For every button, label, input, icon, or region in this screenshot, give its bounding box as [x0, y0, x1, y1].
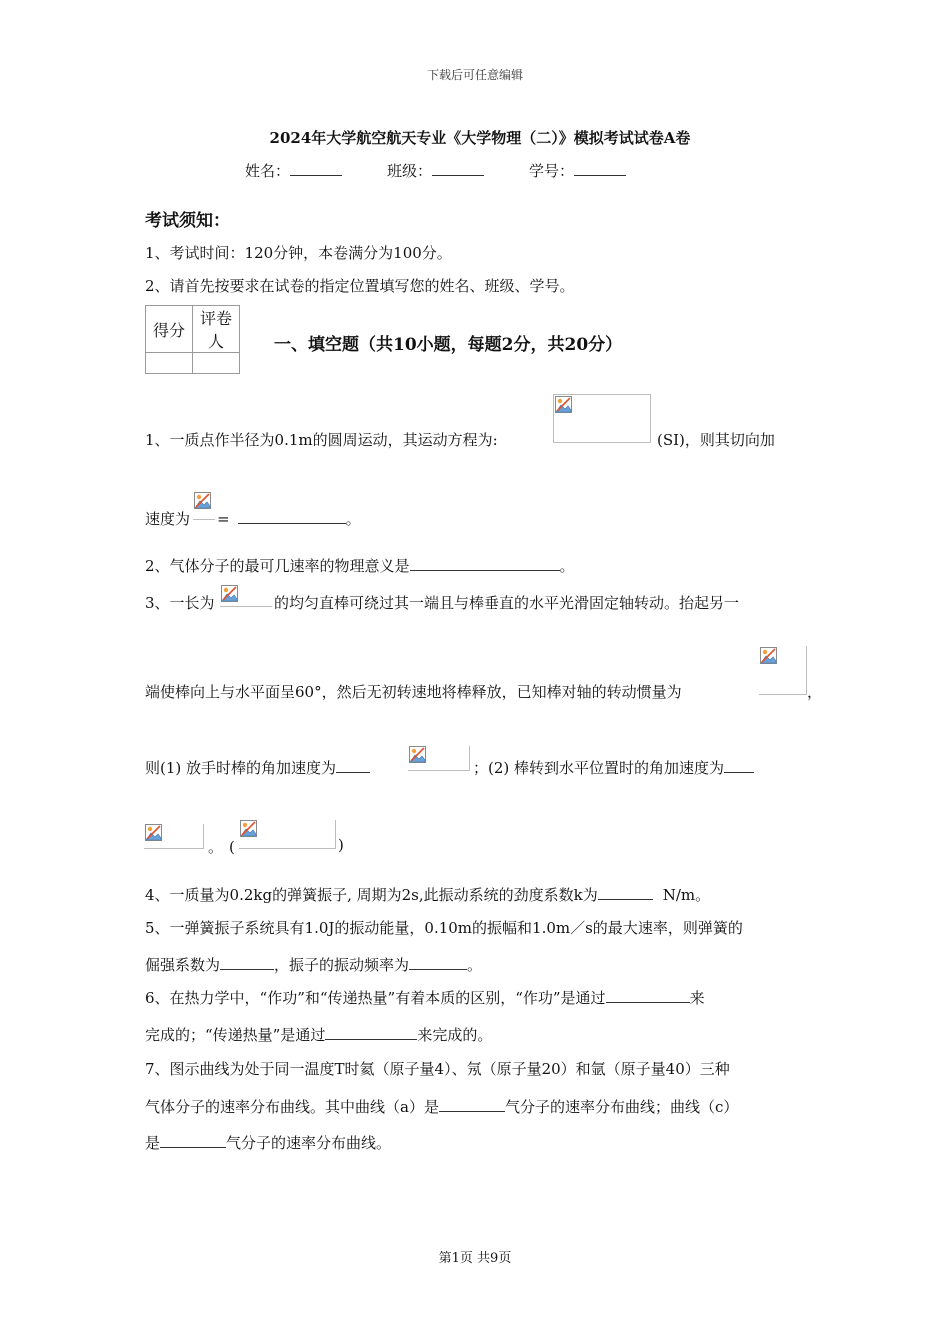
q3-part1: 则(1) 放手时棒的角加速度为: [145, 759, 337, 777]
q7-line1: 7、图示曲线为处于同一温度T时氦（原子量4）、氖（原子量20）和氩（原子量40）三种: [145, 1060, 730, 1078]
q5-line2: [145, 954, 482, 975]
broken-image-icon: [409, 746, 426, 763]
grader-header: 评卷人: [193, 306, 240, 353]
q7-curve-c-label: 气分子的速率分布曲线；曲线（c）: [504, 1098, 739, 1116]
q2-end: 。: [559, 557, 575, 575]
broken-image-icon: [555, 396, 572, 413]
q3-part2-blank[interactable]: [724, 760, 754, 773]
q1-text: 1、一质点作半径为0.1m的圆周运动，其运动方程为:: [145, 431, 498, 449]
q6-text-2: 完成的；“传递热量”是通过: [145, 1026, 326, 1044]
q7-curve-a-label: 气体分子的速率分布曲线。其中曲线（a）是: [145, 1098, 439, 1116]
broken-image-icon: [145, 824, 162, 841]
notice-item-1: 1、考试时间：120分钟，本卷满分为100分。: [145, 244, 452, 262]
q1-answer: [217, 508, 361, 529]
score-cell[interactable]: [146, 353, 193, 374]
q7-blank-2[interactable]: [160, 1135, 226, 1148]
q3-line4: [208, 836, 235, 857]
q6-line2: [145, 1024, 492, 1045]
q3-line2-end: ，: [807, 683, 823, 701]
q5-stiffness-label: 倔强系数为: [145, 956, 221, 974]
q1-blank[interactable]: [238, 511, 346, 524]
q3-line1-start: 3、一长为: [145, 594, 215, 612]
q6-blank-1[interactable]: [606, 990, 690, 1003]
notice-heading: 考试须知：: [145, 211, 230, 231]
q7-line3: [145, 1132, 391, 1153]
name-label: 姓名：: [245, 162, 291, 180]
q5-line1: 5、一弹簧振子系统具有1.0J的振动能量，0.10m的振幅和1.0m／s的最大速率，则弹簧的: [145, 919, 743, 937]
q3-line4-close: ): [338, 836, 344, 854]
q4-blank[interactable]: [598, 887, 653, 900]
notice-item-2: 2、请首先按要求在试卷的指定位置填写您的姓名、班级、学号。: [145, 277, 575, 295]
q5-frequency-label: ，振子的振动频率为: [274, 956, 410, 974]
q6-text: 6、在热力学中，“作功”和“传递热量”有着本质的区别，“作功”是通过: [145, 989, 606, 1007]
q6-text-2-end: 来完成的。: [417, 1026, 493, 1044]
q2-line: [145, 555, 575, 576]
q1-line2: [145, 508, 190, 529]
section-heading: 一、填空题（共10小题，每题2分，共20分）: [274, 335, 623, 355]
q3-line4-open: (: [229, 838, 235, 856]
q5-end: 。: [467, 956, 483, 974]
q3-part1-blank[interactable]: [336, 760, 370, 773]
q3-line3-cont: [473, 757, 754, 778]
q3-line2: 端使棒向上与水平面呈60°，然后无初转速地将棒释放，已知棒对轴的转动惯量为: [145, 683, 682, 701]
student-id-field[interactable]: [529, 160, 626, 181]
broken-image-icon: [221, 585, 238, 602]
q3-answer-image: [239, 820, 336, 849]
q1-text-cont: (SI)，则其切向加: [657, 431, 775, 449]
q1-equals: =: [217, 510, 230, 528]
q3-line3: [145, 757, 370, 778]
q1-line1: [145, 429, 498, 450]
q6-blank-2[interactable]: [325, 1027, 417, 1040]
q7-end: 气分子的速率分布曲线。: [226, 1134, 392, 1152]
student-id-label: 学号：: [529, 162, 575, 180]
q4-unit: N/m。: [662, 886, 711, 904]
class-blank[interactable]: [432, 163, 484, 176]
q3-length-image: [220, 585, 272, 607]
q5-stiffness-blank[interactable]: [220, 957, 274, 970]
q7-line2: [145, 1096, 738, 1117]
q1-accel-label: 速度为: [145, 510, 191, 528]
score-header: 得分: [146, 306, 193, 353]
name-blank[interactable]: [290, 163, 342, 176]
grader-cell[interactable]: [193, 353, 240, 374]
q1-accel-image: [193, 492, 215, 520]
broken-image-icon: [194, 492, 211, 509]
q3-part2-image: [144, 824, 204, 849]
q3-line4-period: 。: [208, 838, 224, 856]
name-field[interactable]: [245, 160, 342, 181]
q3-part1-image: [408, 746, 470, 771]
q4-line: [145, 884, 710, 905]
q2-blank[interactable]: [410, 558, 560, 571]
q3-line1-cont: 的均匀直棒可绕过其一端且与棒垂直的水平光滑固定轴转动。抬起另一: [274, 594, 740, 612]
q3-inertia-image: [759, 646, 807, 695]
broken-image-icon: [760, 647, 777, 664]
q4-text: 4、一质量为0.2kg的弹簧振子, 周期为2s,此振动系统的劲度系数k为: [145, 886, 598, 904]
class-label: 班级：: [387, 162, 433, 180]
class-field[interactable]: [387, 160, 484, 181]
header-note: 下载后可任意编辑: [426, 68, 523, 82]
broken-image-icon: [240, 820, 257, 837]
q7-blank-1[interactable]: [439, 1099, 505, 1112]
q7-is: 是: [145, 1134, 161, 1152]
q2-text: 2、气体分子的最可几速率的物理意义是: [145, 557, 410, 575]
student-id-blank[interactable]: [574, 163, 626, 176]
score-table: [145, 305, 240, 374]
page-footer: 第1页 共9页: [438, 1251, 512, 1266]
q1-equation-image: [553, 394, 651, 443]
q3-part2: ；(2) 棒转到水平位置时的角加速度为: [473, 759, 725, 777]
q1-end: 。: [345, 510, 361, 528]
q6-text-end: 来: [689, 989, 705, 1007]
exam-title: 2024年大学航空航天专业《大学物理（二）》模拟考试试卷A卷: [269, 129, 691, 147]
q6-line1: [145, 987, 705, 1008]
q5-frequency-blank[interactable]: [409, 957, 467, 970]
